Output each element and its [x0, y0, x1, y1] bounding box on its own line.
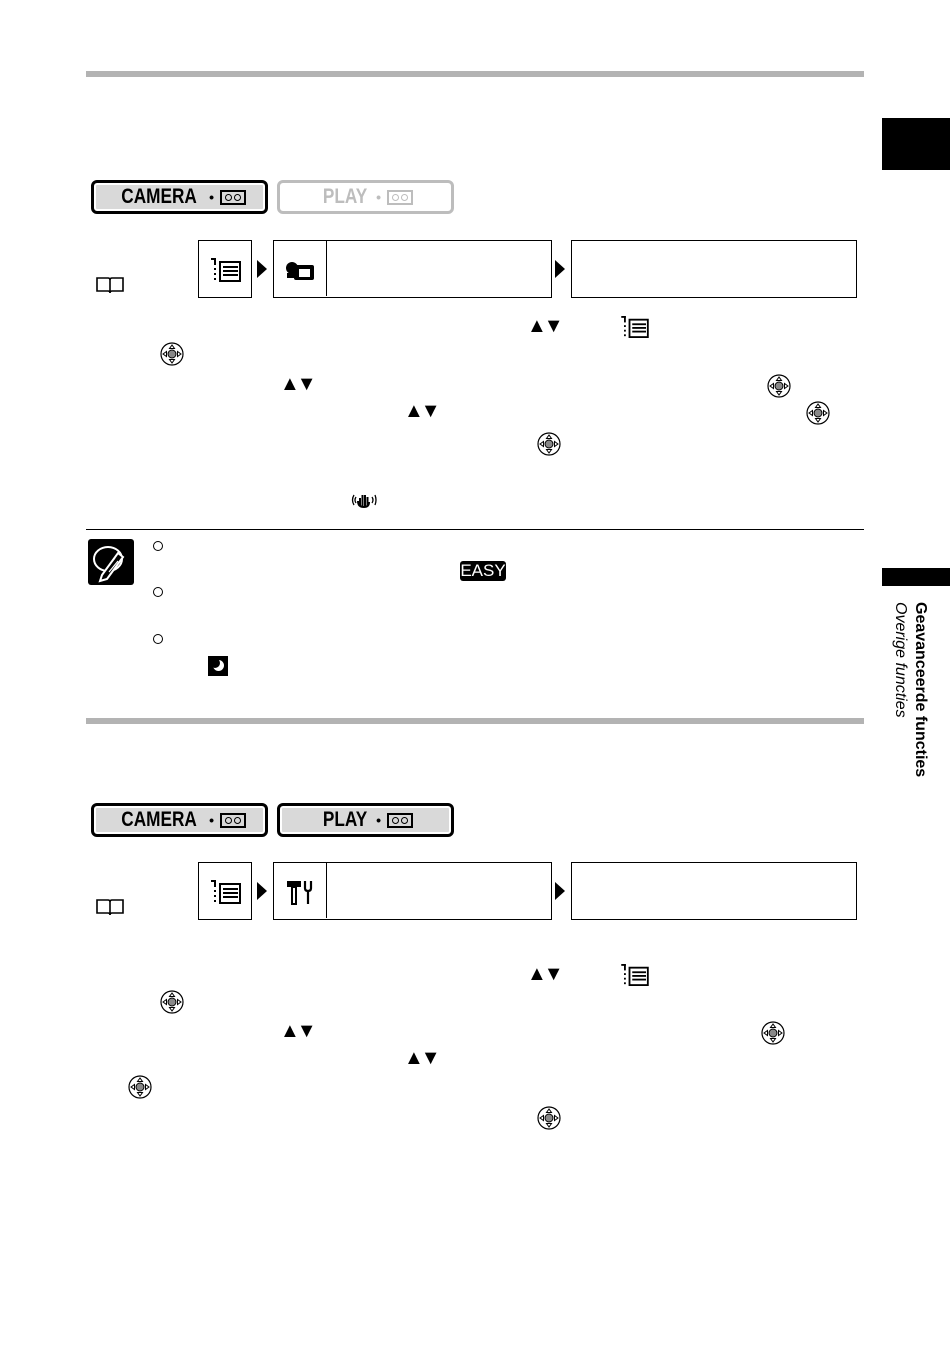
up-down-arrows-icon: ▲▼: [527, 315, 561, 337]
set-dial-icon: [160, 990, 184, 1014]
arrow-right-icon: [555, 882, 565, 900]
submenu-box: [273, 240, 552, 298]
tools-icon: [286, 878, 316, 906]
menu-icon: [621, 964, 649, 986]
camera-setup-icon: [285, 259, 317, 283]
side-tab-title: Geavanceerde functies: [912, 602, 929, 778]
notes-pencil-icon: [88, 539, 134, 585]
play-mode-label: PLAY: [322, 808, 368, 831]
arrow-right-icon: [257, 882, 267, 900]
play-mode-label: PLAY: [322, 185, 368, 208]
up-down-arrows-icon: ▲▼: [527, 963, 561, 985]
book-icon: [96, 898, 124, 916]
note-bullet: [153, 541, 163, 551]
notes-divider: [86, 529, 864, 530]
image-stabilizer-icon: [349, 491, 379, 509]
play-mode-button: PLAY •: [277, 180, 454, 214]
note-bullet: [153, 587, 163, 597]
side-tab-subtitle: Overige functies: [892, 602, 909, 718]
set-dial-icon: [537, 432, 561, 456]
tape-icon: [387, 813, 413, 828]
set-dial-icon: [806, 401, 830, 425]
menu-icon-box: [198, 240, 252, 298]
section-rule: [86, 71, 864, 77]
up-down-arrows-icon: ▲▼: [280, 1020, 314, 1042]
chapter-tab-block: [882, 118, 950, 170]
set-dial-icon: [761, 1021, 785, 1045]
up-down-arrows-icon: ▲▼: [280, 373, 314, 395]
set-dial-icon: [537, 1106, 561, 1130]
camera-mode-label: CAMERA: [121, 185, 197, 208]
up-down-arrows-icon: ▲▼: [404, 400, 438, 422]
tape-icon: [220, 190, 246, 205]
up-down-arrows-icon: ▲▼: [404, 1047, 438, 1069]
note-bullet: [153, 634, 163, 644]
set-dial-icon: [767, 374, 791, 398]
arrow-right-icon: [257, 260, 267, 278]
set-dial-icon: [160, 342, 184, 366]
section-tab-bar: [882, 568, 950, 586]
book-icon: [96, 276, 124, 294]
play-mode-button: PLAY •: [277, 803, 454, 837]
tape-icon: [220, 813, 246, 828]
set-dial-icon: [128, 1075, 152, 1099]
easy-badge: EASY: [460, 561, 506, 580]
menu-icon: [211, 880, 241, 904]
camera-mode-button: CAMERA •: [91, 803, 268, 837]
submenu-box: [273, 862, 552, 920]
setting-box: [571, 240, 857, 298]
arrow-right-icon: [555, 260, 565, 278]
menu-icon-box: [198, 862, 252, 920]
section-rule: [86, 718, 864, 724]
menu-icon: [211, 258, 241, 282]
setting-box: [571, 862, 857, 920]
side-tab-label: [892, 602, 940, 812]
camera-mode-label: CAMERA: [121, 808, 197, 831]
menu-icon: [621, 316, 649, 338]
camera-mode-button: CAMERA •: [91, 180, 268, 214]
tape-icon: [387, 190, 413, 205]
night-mode-icon: [208, 656, 228, 676]
